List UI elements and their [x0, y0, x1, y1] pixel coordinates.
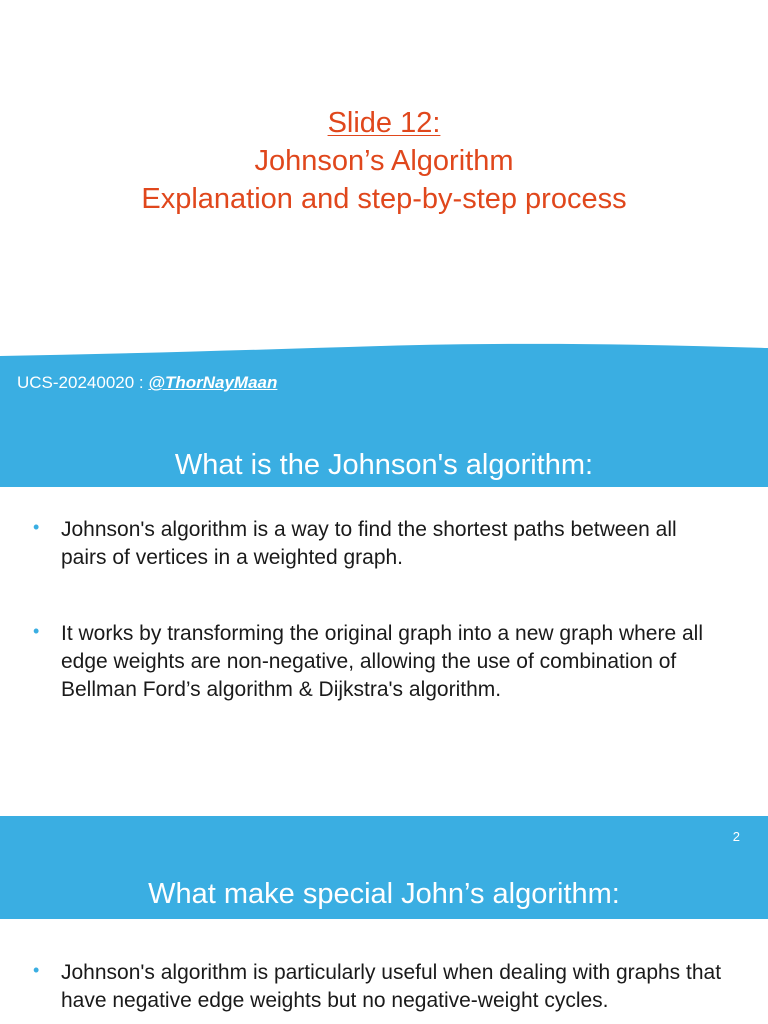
algorithm-title: Johnson’s Algorithm [254, 145, 514, 177]
bullet-icon: • [33, 517, 40, 537]
bullet-text: Johnson's algorithm is a way to find the shortest paths between all pairs of vertices in a weighted graph. [61, 518, 677, 569]
bullet-list [0, 516, 768, 704]
bullet-icon: • [33, 621, 40, 641]
author-handle-link[interactable]: @ThorNayMaan [148, 373, 278, 392]
bullet-item [0, 620, 768, 704]
page-number: 2 [732, 829, 740, 844]
bullet-text: It works by transforming the original graph into a new graph where all edge weights are non-negative, allowing the use of combination of Bellman Ford’s algorithm & Dijkstra's algorithm. [61, 622, 703, 701]
bullet-text: Johnson's algorithm is particularly useful when dealing with graphs that have negative edge weights but no negative-weight cycles. [61, 961, 722, 1012]
course-id: UCS-20240020 : [17, 373, 149, 392]
bullet-item [0, 959, 768, 1015]
slide-subtitle: Explanation and step-by-step process [141, 183, 627, 215]
title-block [0, 104, 768, 218]
slide-heading: What is the Johnson's algorithm: [174, 449, 594, 481]
slide-heading: What make special John’s algorithm: [148, 878, 620, 910]
bullet-item [0, 516, 768, 572]
bullet-icon: • [33, 960, 40, 980]
bullet-list [0, 959, 768, 1015]
title-slide [0, 0, 768, 345]
author-line [17, 373, 277, 393]
slide-number-title: Slide 12: [327, 107, 441, 139]
